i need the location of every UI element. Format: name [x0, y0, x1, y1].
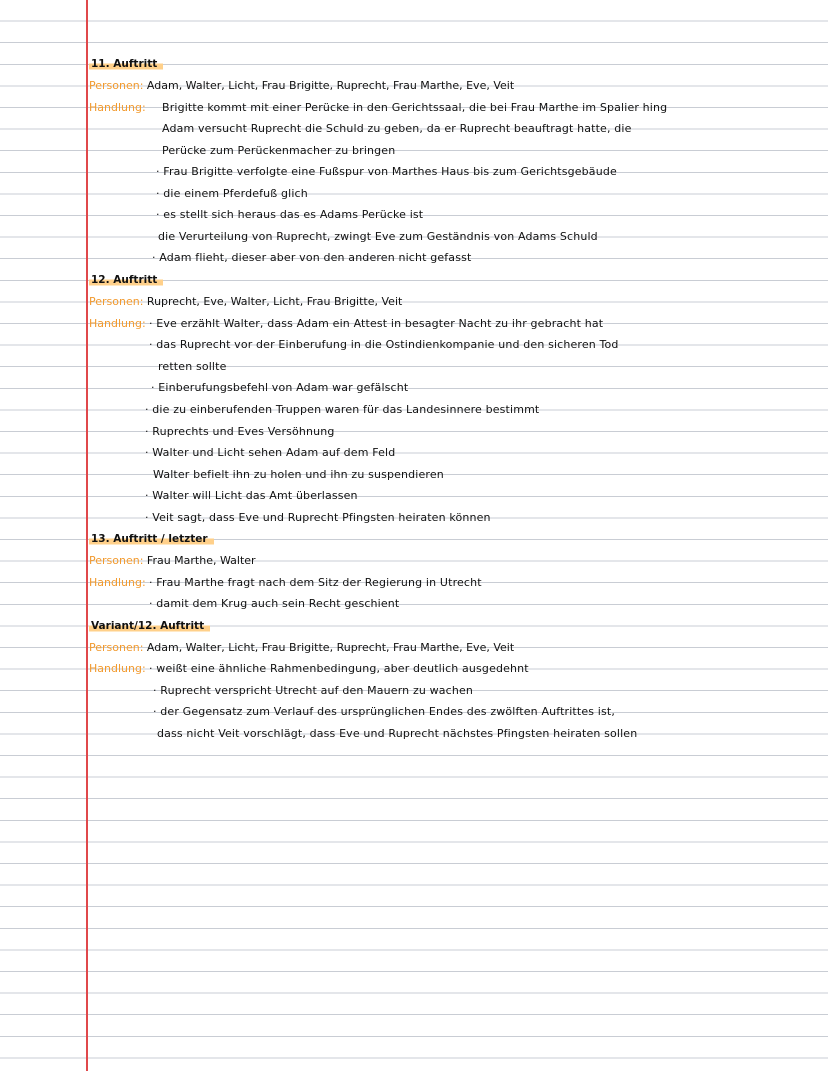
handlung-label-row: [89, 662, 146, 676]
personen-list: Ruprecht, Eve, Walter, Licht, Frau Brigitte, Veit: [146, 295, 403, 308]
handlung-line: Brigitte kommt mit einer Perücke in den Gerichtssaal, die bei Frau Marthe im Spalier hing: [162, 101, 668, 114]
handlung-label-row: [89, 317, 146, 331]
personen-label: Personen:: [89, 79, 144, 92]
handlung-line: Adam versucht Ruprecht die Schuld zu geben, da er Ruprecht beauftragt hatte, die: [162, 122, 632, 135]
section-heading: 12. Auftritt: [89, 274, 163, 286]
section-heading: Variant/12. Auftritt: [89, 620, 210, 632]
handlung-line: · Ruprechts und Eves Versöhnung: [145, 425, 335, 438]
personen-row: [89, 641, 514, 655]
handlung-line: · Frau Brigitte verfolgte eine Fußspur von Marthes Haus bis zum Gerichtsgebäude: [156, 165, 617, 178]
personen-list: Frau Marthe, Walter: [146, 554, 256, 567]
handlung-line: · Veit sagt, dass Eve und Ruprecht Pfingsten heiraten können: [145, 511, 491, 524]
handlung-label-row: [89, 101, 146, 115]
section-heading: 11. Auftritt: [89, 58, 163, 70]
handlung-line: · weißt eine ähnliche Rahmenbedingung, aber deutlich ausgedehnt: [149, 662, 529, 675]
handlung-line: · die zu einberufenden Truppen waren für das Landesinnere bestimmt: [145, 403, 540, 416]
handlung-line: · Frau Marthe fragt nach dem Sitz der Regierung in Utrecht: [149, 576, 482, 589]
handlung-line: · es stellt sich heraus das es Adams Perücke ist: [156, 208, 424, 221]
handlung-line: · Walter und Licht sehen Adam auf dem Feld: [145, 446, 396, 459]
handlung-line: dass nicht Veit vorschlägt, dass Eve und Ruprecht nächstes Pfingsten heiraten sollen: [157, 727, 638, 740]
handlung-line: · damit dem Krug auch sein Recht geschient: [149, 597, 400, 610]
handlung-line: · das Ruprecht vor der Einberufung in die Ostindienkompanie und den sicheren Tod: [149, 338, 619, 351]
handlung-label: Handlung:: [89, 101, 146, 114]
handlung-line: · Ruprecht verspricht Utrecht auf den Mauern zu wachen: [153, 684, 474, 697]
handlung-label-row: [89, 576, 146, 590]
handlung-label: Handlung:: [89, 662, 146, 675]
personen-row: [89, 295, 402, 309]
personen-label: Personen:: [89, 641, 144, 654]
handlung-line: die Verurteilung von Ruprecht, zwingt Eve zum Geständnis von Adams Schuld: [158, 230, 598, 243]
personen-label: Personen:: [89, 554, 144, 567]
handlung-line: Walter befielt ihn zu holen und ihn zu suspendieren: [153, 468, 444, 481]
personen-list: Adam, Walter, Licht, Frau Brigitte, Ruprecht, Frau Marthe, Eve, Veit: [146, 79, 515, 92]
handlung-label: Handlung:: [89, 317, 146, 330]
handlung-line: · die einem Pferdefuß glich: [156, 187, 308, 200]
personen-label: Personen:: [89, 295, 144, 308]
section-heading: 13. Auftritt / letzter: [89, 533, 214, 545]
handlung-line: · Eve erzählt Walter, dass Adam ein Attest in besagter Nacht zu ihr gebracht hat: [149, 317, 604, 330]
red-margin-line: [86, 0, 88, 1071]
handlung-line: · der Gegensatz zum Verlauf des ursprünglichen Endes des zwölften Auftrittes ist,: [153, 705, 615, 718]
handlung-line: Perücke zum Perückenmacher zu bringen: [162, 144, 396, 157]
handlung-line: · Walter will Licht das Amt überlassen: [145, 489, 358, 502]
handlung-line: · Adam flieht, dieser aber von den anderen nicht gefasst: [152, 251, 472, 264]
personen-list: Adam, Walter, Licht, Frau Brigitte, Ruprecht, Frau Marthe, Eve, Veit: [146, 641, 515, 654]
personen-row: [89, 79, 514, 93]
handlung-line: · Einberufungsbefehl von Adam war gefälscht: [151, 381, 409, 394]
personen-row: [89, 554, 256, 568]
handlung-label: Handlung:: [89, 576, 146, 589]
handlung-line: retten sollte: [158, 360, 227, 373]
